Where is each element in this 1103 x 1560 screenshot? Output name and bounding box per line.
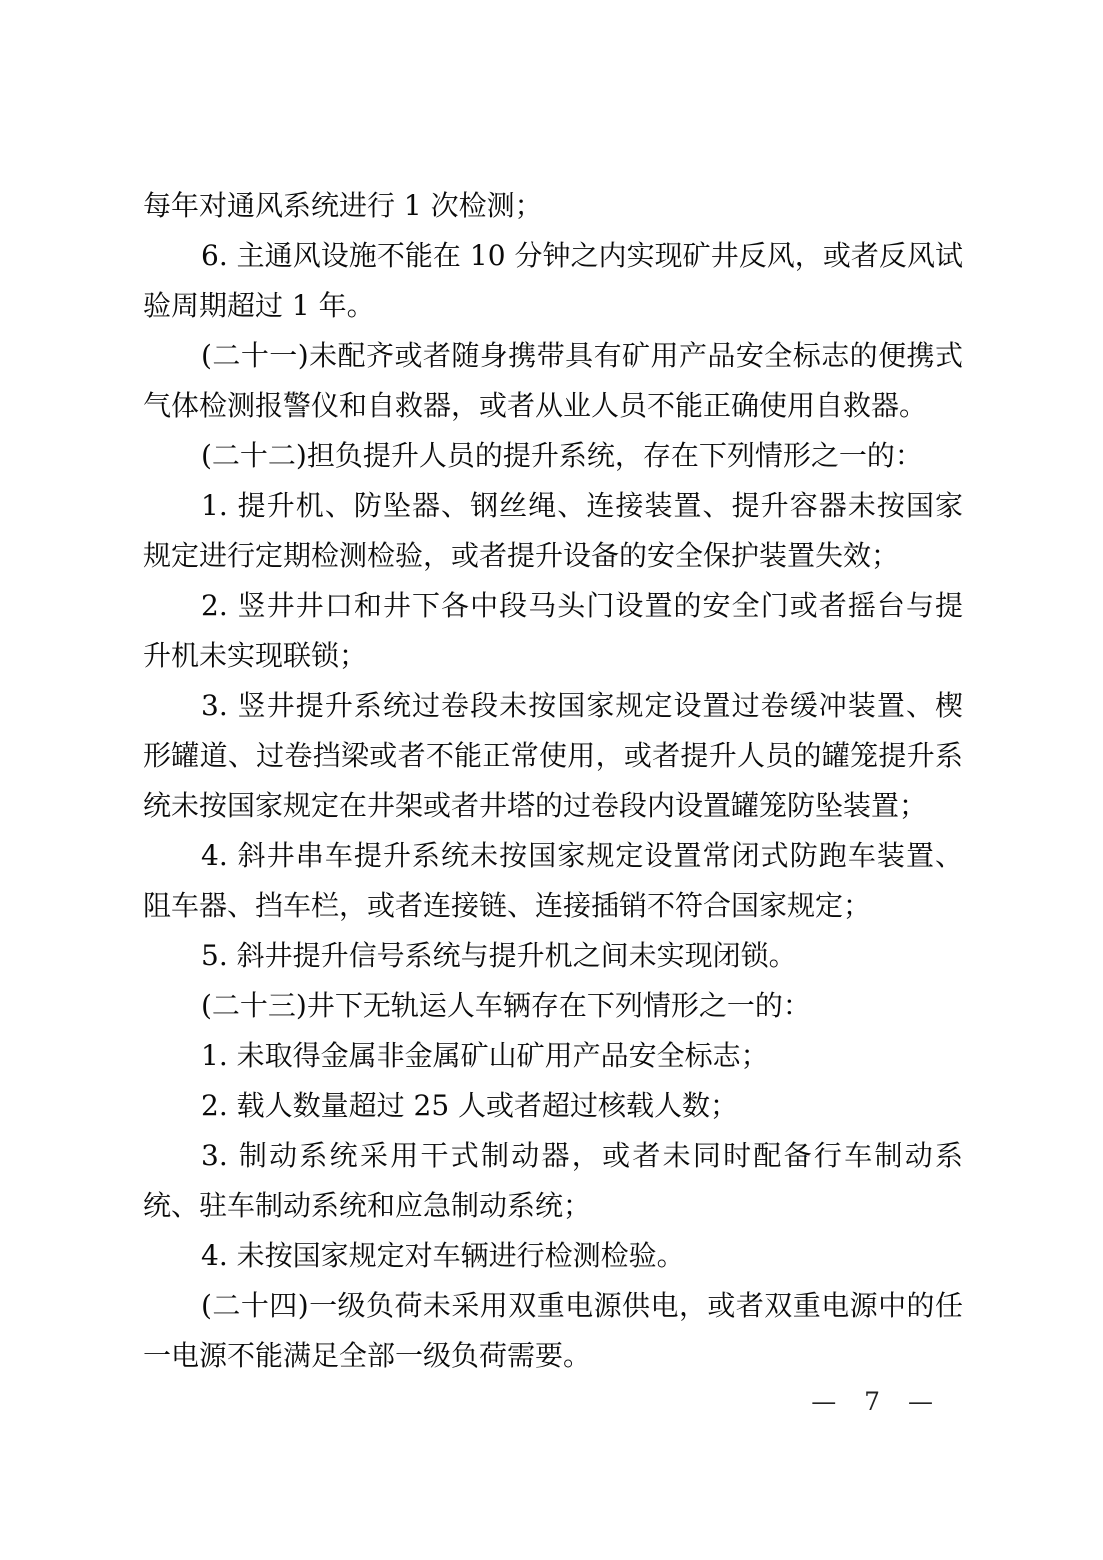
paragraph: 1. 未取得金属非金属矿山矿用产品安全标志；: [201, 1039, 769, 1072]
paragraph: 2. 载人数量超过 25 人或者超过核载人数；: [201, 1089, 739, 1122]
page-number: — 7 —: [811, 1387, 935, 1416]
paragraph: 2. 竖井井口和井下各中段马头门设置的安全门或者摇台与提升机未实现联锁；: [143, 589, 963, 672]
paragraph: 4. 未按国家规定对车辆进行检测检验。: [201, 1239, 685, 1272]
page-footer: [811, 1387, 935, 1417]
paragraph: 1. 提升机、防坠器、钢丝绳、连接装置、提升容器未按国家规定进行定期检测检验，或者提升设备的安全保护装置失效；: [143, 489, 963, 572]
paragraph: 3. 制动系统采用干式制动器，或者未同时配备行车制动系统、驻车制动系统和应急制动系统；: [143, 1139, 963, 1222]
document-body: [143, 181, 963, 1381]
paragraph: 3. 竖井提升系统过卷段未按国家规定设置过卷缓冲装置、楔形罐道、过卷挡梁或者不能正常使用，或者提升人员的罐笼提升系统未按国家规定在井架或者井塔的过卷段内设置罐笼防坠装置；: [143, 689, 963, 822]
paragraph: 每年对通风系统进行 1 次检测；: [143, 189, 543, 222]
paragraph: (二十四)一级负荷未采用双重电源供电，或者双重电源中的任一电源不能满足全部一级负荷需要。: [143, 1289, 963, 1372]
paragraph: (二十一)未配齐或者随身携带具有矿用产品安全标志的便携式气体检测报警仪和自救器，或者从业人员不能正确使用自救器。: [143, 339, 963, 422]
paragraph: 5. 斜井提升信号系统与提升机之间未实现闭锁。: [201, 939, 797, 972]
paragraph: (二十三)井下无轨运人车辆存在下列情形之一的：: [201, 989, 811, 1022]
paragraph: 6. 主通风设施不能在 10 分钟之内实现矿井反风，或者反风试验周期超过 1 年。: [143, 239, 963, 322]
paragraph: (二十二)担负提升人员的提升系统，存在下列情形之一的：: [201, 439, 923, 472]
paragraph: 4. 斜井串车提升系统未按国家规定设置常闭式防跑车装置、阻车器、挡车栏，或者连接链、连接插销不符合国家规定；: [143, 839, 963, 922]
